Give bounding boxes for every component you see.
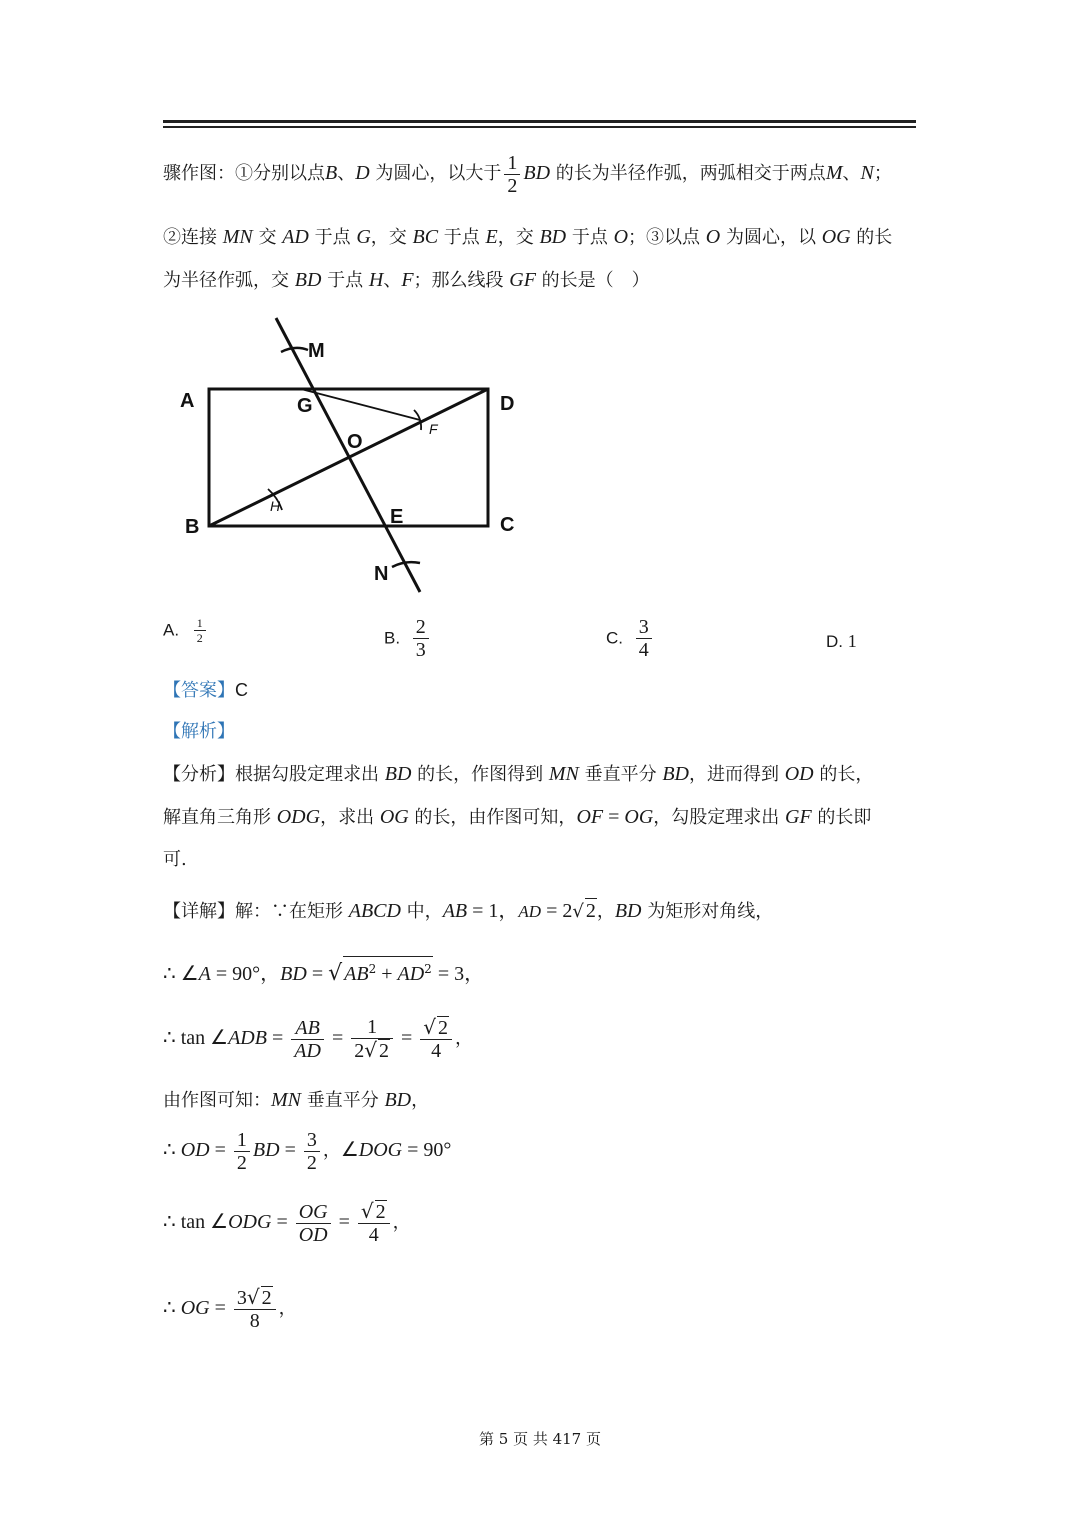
label-a: A [180, 390, 195, 412]
label-m: M [308, 340, 325, 362]
detail-line-3: ∴ tan ∠ADB = $\frac{AB}{AD}$ = $\frac{1}{2√ 2}$ = $\frac{√ 2}{4}$ ， [163, 1015, 473, 1062]
fenxi-line-2: 解直角三角形 ODG，求出 OG 的长，由作图可知，OF = OG，勾股定理求出 GF 的长即 [163, 806, 872, 828]
question-line-2: ②连接 MN 交 AD 于点 G，交 BC 于点 E，交 BD 于点 O；③以点 O 为圆心，以 OG 的长 [163, 226, 893, 248]
geometry-figure [0, 0, 1080, 620]
option-b[interactable]: B. $\frac{2}{3}$ [384, 616, 432, 661]
option-d[interactable]: D. 1 [826, 631, 857, 651]
label-c: C [500, 514, 515, 536]
label-b: B [185, 516, 200, 538]
option-c[interactable]: C. $\frac{3}{4}$ [606, 616, 655, 661]
label-e: E [390, 506, 404, 528]
answer-line: 【答案】C [163, 680, 248, 701]
detail-line-4: 由作图可知：MN 垂直平分 BD， [163, 1089, 430, 1111]
segment-gf [301, 389, 420, 420]
line-mn [276, 318, 420, 592]
detail-line-6: ∴ tan ∠ODG = $\frac{OG}{OD}$ = $\frac{√ 2}{4}$ ， [163, 1199, 411, 1246]
label-f: F [429, 421, 438, 437]
detail-line-5: ∴ OD = $\frac{1}{2}$ BD = $\frac{3}{2}$ ，∠DOG = 90° [163, 1128, 452, 1174]
fenxi-line-1: 【分析】根据勾股定理求出 BD 的长，作图得到 MN 垂直平分 BD，进而得到 OD 的长， [163, 763, 874, 785]
question-line-1: 骤作图：①分别以点B、D 为圆心，以大于 $\frac{1}{2}$ BD 的长为半径作弧，两弧相交于两点M、N； [163, 151, 892, 197]
detail-line-1: 【详解】解：∵在矩形 ABCD 中，AB = 1，AD = 2√ 2，BD 为矩形对角线， [163, 900, 774, 922]
label-d: D [500, 393, 515, 415]
label-n: N [374, 563, 389, 585]
label-o: O [347, 431, 363, 453]
detail-line-2: ∴ ∠A = 90°，BD = √ $AB^2 + AD^2 = 3$， [163, 956, 923, 987]
question-line-3: 为半径作弧，交 BD 于点 H、F；那么线段 GF 的长是（ ） [163, 269, 650, 291]
label-h: H [270, 498, 281, 514]
detail-line-7: ∴ OG = $\frac{3√ 2}{8}$ ， [163, 1285, 297, 1332]
fenxi-line-3: 可. [163, 849, 187, 870]
fraction-half: $\frac{1}{2}$ [504, 152, 520, 197]
label-g: G [297, 395, 313, 417]
answer-tag: 【答案】 [163, 680, 235, 701]
option-a[interactable]: A. $\frac{1}{2}$ [163, 616, 209, 645]
page-footer: 第 5 页 共 417 页 [478, 1430, 601, 1448]
analysis-tag: 【解析】 [163, 721, 235, 742]
